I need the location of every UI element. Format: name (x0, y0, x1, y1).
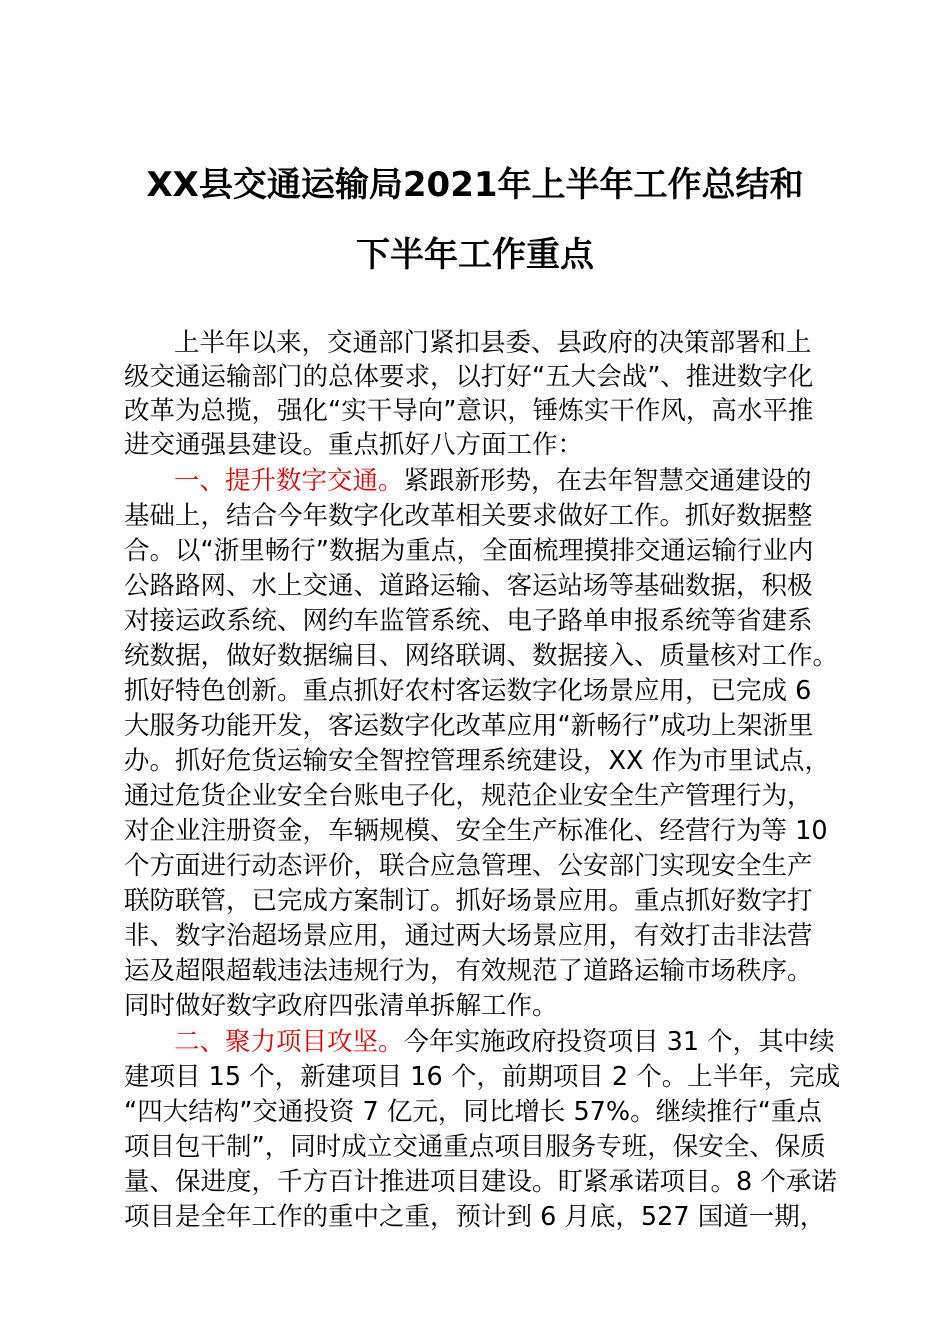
paragraph-line: 运及超限超载违法违规行为，有效规范了道路运输市场秩序。 (124, 956, 813, 986)
paragraph-line: 项目包干制”，同时成立交通重点项目服务专班，保安全、保质 (124, 1132, 826, 1162)
section-1-first-line-text: 紧跟新形势，在去年智慧交通建设的 (403, 466, 812, 496)
paragraph-line: 进交通强县建设。重点抓好八方面工作： (124, 430, 584, 460)
paragraph-line: 级交通运输部门的总体要求，以打好“五大会战”、推进数字化 (124, 362, 814, 392)
paragraph-line: 公路路网、水上交通、道路运输、客运站场等基础数据，积极 (124, 571, 813, 601)
paragraph-line: 量、保进度，千方百计推进项目建设。盯紧承诺项目。8 个承诺 (124, 1167, 837, 1197)
paragraph-line: 抓好特色创新。重点抓好农村客运数字化场景应用，已完成 6 (124, 676, 812, 706)
section-2-first-line-text: 今年实施政府投资项目 31 个，其中续 (403, 1027, 835, 1057)
paragraph-line: 上半年以来，交通部门紧扣县委、县政府的决策部署和上 (174, 328, 812, 358)
paragraph-line: 对接运政系统、网约车监管系统、电子路单申报系统等省建系 (124, 606, 813, 636)
paragraph-line: 大服务功能开发，客运数字化改革应用“新畅行”成功上架浙里 (124, 711, 814, 741)
section-2-heading: 二、聚力项目攻坚。 (174, 1027, 404, 1057)
paragraph-line: 对企业注册资金，车辆规模、安全生产标准化、经营行为等 10 (124, 816, 828, 846)
section-2-first-line (174, 1025, 844, 1059)
paragraph-line: 统数据，做好数据编目、网络联调、数据接入、质量核对工作。 (124, 641, 839, 671)
paragraph-line: 基础上，结合今年数字化改革相关要求做好工作。抓好数据整 (124, 501, 813, 531)
document-title-line-2: 下半年工作重点 (356, 235, 594, 275)
paragraph-line: “四大结构”交通投资 7 亿元，同比增长 57%。继续推行“重点 (124, 1097, 822, 1127)
paragraph-line: 合。以“浙里畅行”数据为重点，全面梳理摸排交通运输行业内 (124, 536, 814, 566)
paragraph-line: 项目是全年工作的重中之重，预计到 6 月底，527 国道一期， (124, 1202, 826, 1232)
document-title-line-1: XX县交通运输局2021年上半年工作总结和 (146, 165, 804, 205)
paragraph-line: 建项目 15 个，新建项目 16 个，前期项目 2 个。上半年，完成 (124, 1062, 841, 1092)
paragraph-line: 同时做好数字政府四张清单拆解工作。 (124, 991, 558, 1021)
paragraph-line: 非、数字治超场景应用，通过两大场景应用，有效打击非法营 (124, 921, 813, 951)
section-1-heading: 一、提升数字交通。 (174, 466, 404, 496)
section-1-first-line (174, 464, 844, 498)
paragraph-line: 个方面进行动态评价，联合应急管理、公安部门实现安全生产 (124, 851, 813, 881)
paragraph-line: 改革为总揽，强化“实干导向”意识，锤炼实干作风，高水平推 (124, 396, 814, 426)
paragraph-line: 通过危货企业安全台账电子化，规范企业安全生产管理行为， (124, 781, 813, 811)
paragraph-line: 办。抓好危货运输安全智控管理系统建设，XX 作为市里试点， (124, 746, 831, 776)
paragraph-line: 联防联管，已完成方案制订。抓好场景应用。重点抓好数字打 (124, 886, 813, 916)
